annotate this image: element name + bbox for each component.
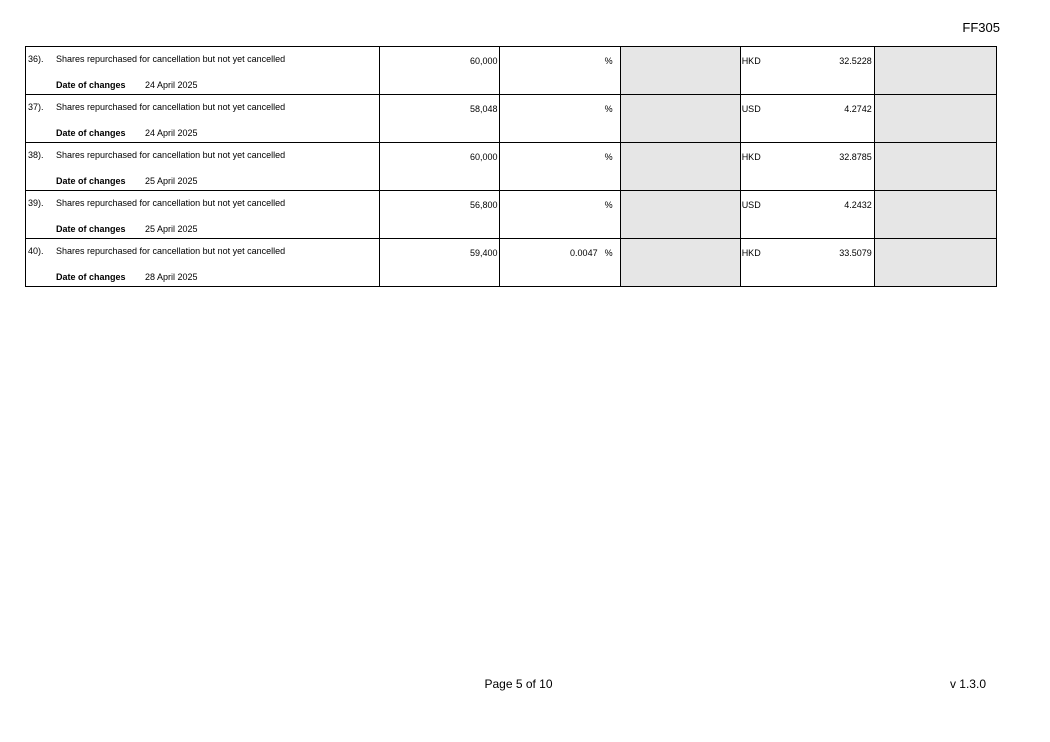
date-value: 24 April 2025 [145,80,198,90]
event-description: Shares repurchased for cancellation but not yet cancelled [56,246,286,256]
percent-sign: % [604,152,613,162]
percent-cell [500,95,620,143]
currency: HKD [741,56,761,66]
table-row [26,239,997,287]
percent-cell [500,239,620,287]
table-row [26,95,997,143]
event-description: Shares repurchased for cancellation but not yet cancelled [56,198,286,208]
shaded-cell [620,47,740,95]
shaded-cell [874,47,996,95]
price-value: 32.5228 [839,56,872,66]
shaded-cell [874,95,996,143]
shares-value: 56,800 [469,200,498,210]
row-index: 40). [28,246,44,256]
table-row [26,47,997,95]
percent-sign: % [604,56,613,66]
price-value: 4.2432 [844,200,872,210]
shares-cell [380,191,500,239]
row-index: 38). [28,150,44,160]
row-index: 39). [28,198,44,208]
percent-value: 0.0047 [570,248,598,258]
date-value: 25 April 2025 [145,176,198,186]
date-label: Date of changes [56,128,126,138]
row-index: 37). [28,102,44,112]
date-label: Date of changes [56,272,126,282]
description-cell [26,95,380,143]
currency: USD [741,104,761,114]
event-description: Shares repurchased for cancellation but not yet cancelled [56,102,286,112]
date-value: 24 April 2025 [145,128,198,138]
percent-sign: % [604,200,613,210]
shares-value: 58,048 [469,104,498,114]
date-label: Date of changes [56,224,126,234]
shares-value: 59,400 [469,248,498,258]
shares-cell [380,95,500,143]
percent-sign: % [604,248,613,258]
shaded-cell [620,95,740,143]
event-description: Shares repurchased for cancellation but not yet cancelled [56,150,286,160]
event-description: Shares repurchased for cancellation but not yet cancelled [56,54,286,64]
price-cell [740,239,874,287]
page-number: Page 5 of 10 [484,677,553,691]
price-cell [740,47,874,95]
price-cell [740,95,874,143]
shaded-cell [874,191,996,239]
shaded-cell [874,239,996,287]
percent-cell [500,191,620,239]
description-cell [26,47,380,95]
date-value: 25 April 2025 [145,224,198,234]
version-label: v 1.3.0 [949,677,986,691]
table-row [26,191,997,239]
currency: HKD [741,248,761,258]
date-label: Date of changes [56,176,126,186]
shares-value: 60,000 [469,152,498,162]
shares-cell [380,47,500,95]
shares-value: 60,000 [469,56,498,66]
shaded-cell [620,191,740,239]
date-label: Date of changes [56,80,126,90]
shaded-cell [620,239,740,287]
currency: USD [741,200,761,210]
description-cell [26,191,380,239]
shares-cell [380,239,500,287]
table-row [26,143,997,191]
shaded-cell [620,143,740,191]
currency: HKD [741,152,761,162]
percent-cell [500,143,620,191]
shaded-cell [874,143,996,191]
price-cell [740,143,874,191]
date-value: 28 April 2025 [145,272,198,282]
share-changes-table [25,46,997,287]
percent-cell [500,47,620,95]
price-value: 32.8785 [839,152,872,162]
description-cell [26,143,380,191]
row-index: 36). [28,54,44,64]
form-code: FF305 [962,20,1000,35]
price-value: 4.2742 [844,104,872,114]
percent-sign: % [604,104,613,114]
price-cell [740,191,874,239]
shares-cell [380,143,500,191]
price-value: 33.5079 [839,248,872,258]
description-cell [26,239,380,287]
